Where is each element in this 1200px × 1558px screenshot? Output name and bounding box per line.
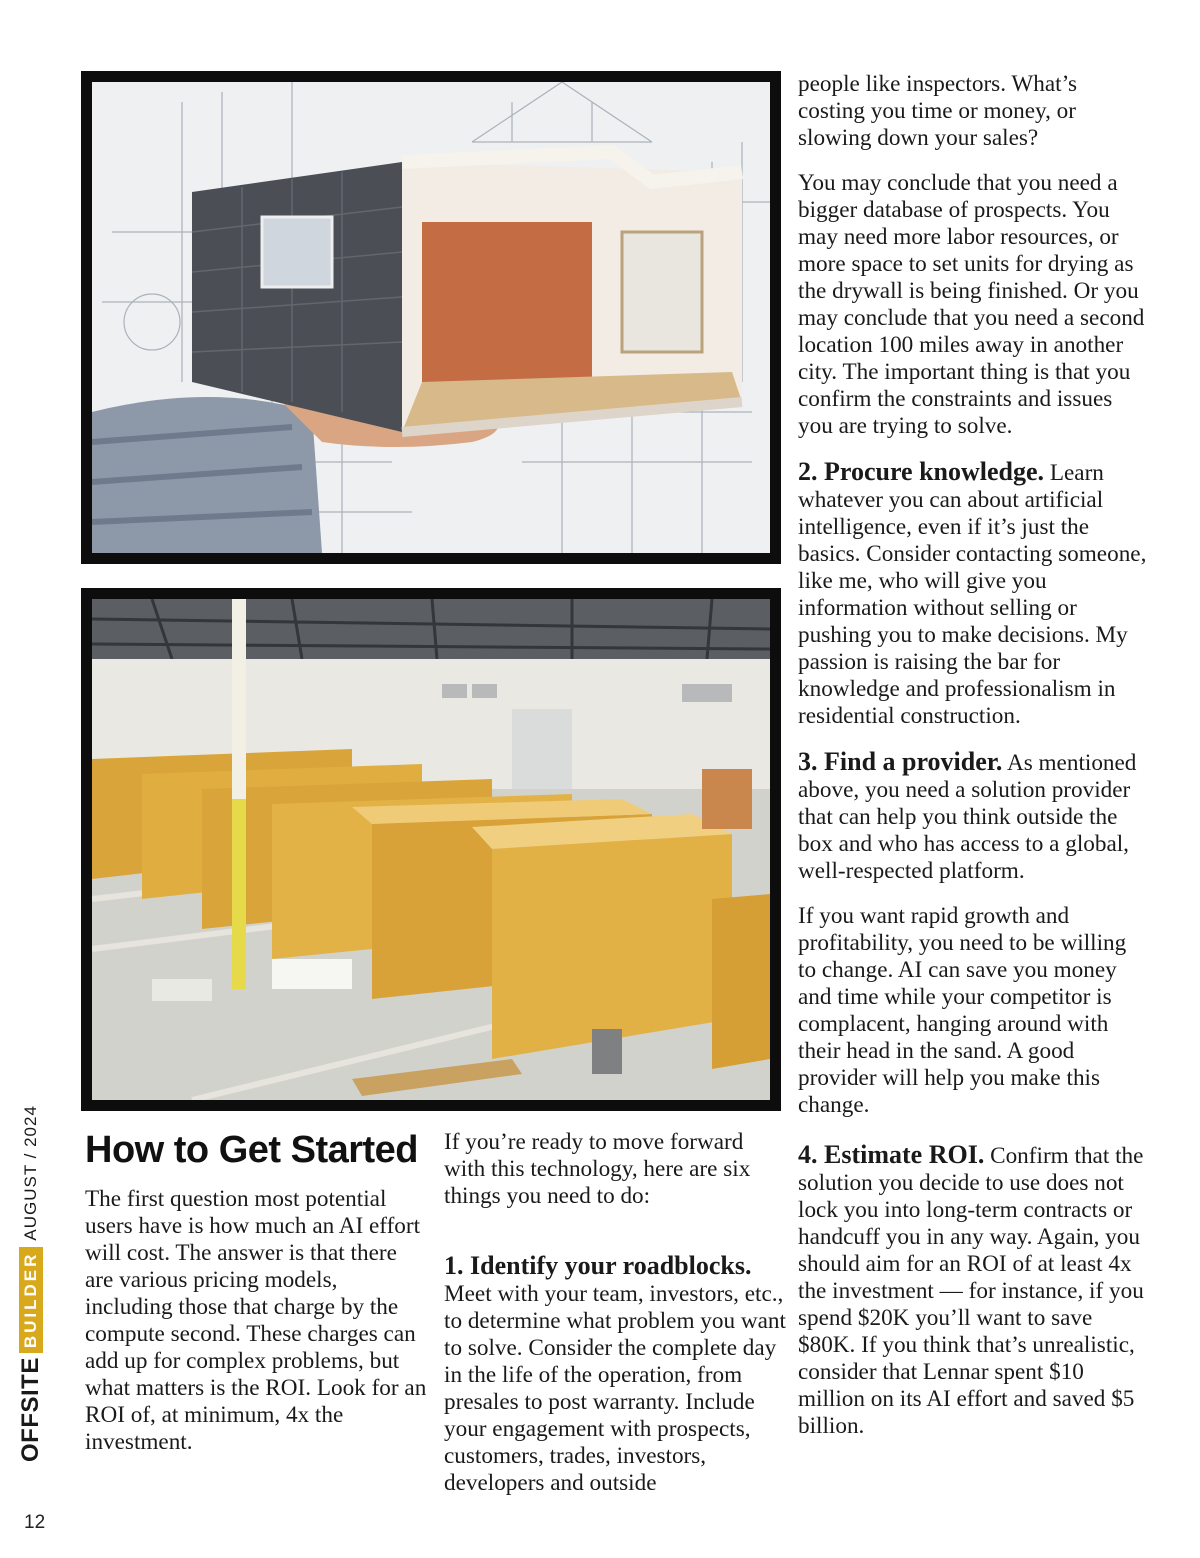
step-2-title: 2. Procure knowledge. [798, 457, 1045, 486]
masthead-brand-primary: OFFSITE [17, 1357, 44, 1462]
section-heading: How to Get Started [85, 1129, 419, 1171]
factory-floor-illustration [92, 599, 770, 1100]
paragraph-conclude: You may conclude that you need a bigger database of prospects. You may need more labor resources, or more space to set units for drying as the drywall is being finished. Or you may conclude that you need a second location 100 miles away in another city. The important thing is that you confirm the constraints and issues you are trying to solve. [798, 170, 1145, 439]
masthead-brand-secondary: BUILDER [19, 1247, 43, 1354]
photo-modular-model [81, 71, 781, 564]
article-column-3 [798, 71, 1148, 1458]
step-1 [444, 1252, 789, 1497]
step-4-title: 4. Estimate ROI. [798, 1140, 985, 1169]
step-1-title: 1. Identify your roadblocks. [444, 1251, 752, 1280]
step-2 [798, 458, 1148, 730]
paragraph-continued: people like inspectors. What’s costing you time or money, or slowing down your sales? [798, 71, 1078, 151]
masthead-issue-date: AUGUST / 2024 [21, 1105, 40, 1241]
step-3-body: As mentioned above, you need a solution provider that can help you think outside the box and who has access to a global, well-respected platform. [798, 750, 1137, 884]
step-2-body: Learn whatever you can about artificial intelligence, even if it’s just the basics. Consider contacting someone, like me, who will give you information without selling or pushing you to make decisions. My passion is raising the bar for knowledge and professionalism in residential construction. [798, 460, 1147, 729]
paragraph-pricing: The first question most potential users have is how much an AI effort will cost. The answer is that there are various pricing models, including those that charge by the compute second. These charges can add up for complex problems, but what matters is the ROI. Look for an ROI of, at minimum, 4x the investment. [85, 1186, 427, 1455]
page-number: 12 [24, 1512, 46, 1533]
article-column-2 [444, 1129, 789, 1515]
paragraph-intro: If you’re ready to move forward with this technology, here are six things you need to do: [444, 1129, 751, 1209]
step-3-title: 3. Find a provider. [798, 747, 1003, 776]
step-1-body: Meet with your team, investors, etc., to determine what problem you want to solve. Consider the complete day in the life of the operation, from presales to post warranty. Include your engagement with prospects, customers, trades, investors, developers and outside [444, 1281, 786, 1496]
photo-modular-factory [81, 588, 781, 1111]
step-3 [798, 748, 1148, 885]
step-4 [798, 1141, 1148, 1440]
vertical-masthead [14, 1105, 48, 1470]
step-4-body: Confirm that the solution you decide to use does not lock you into long-term contracts or handcuff you in any way. Again, you should aim for an ROI of at least 4x the investment — for instance, if you spend $20K you’ll want to save $80K. If you think that’s unrealistic, consider that Lennar spent $10 million on its AI effort and saved $5 billion. [798, 1143, 1144, 1439]
article-column-1 [85, 1130, 430, 1474]
blueprint-hand-illustration [92, 82, 770, 553]
paragraph-growth: If you want rapid growth and profitability, you need to be willing to change. AI can save you money and time while your competitor is complacent, hanging around with their head in the sand. A good provider will help you make this change. [798, 903, 1127, 1118]
